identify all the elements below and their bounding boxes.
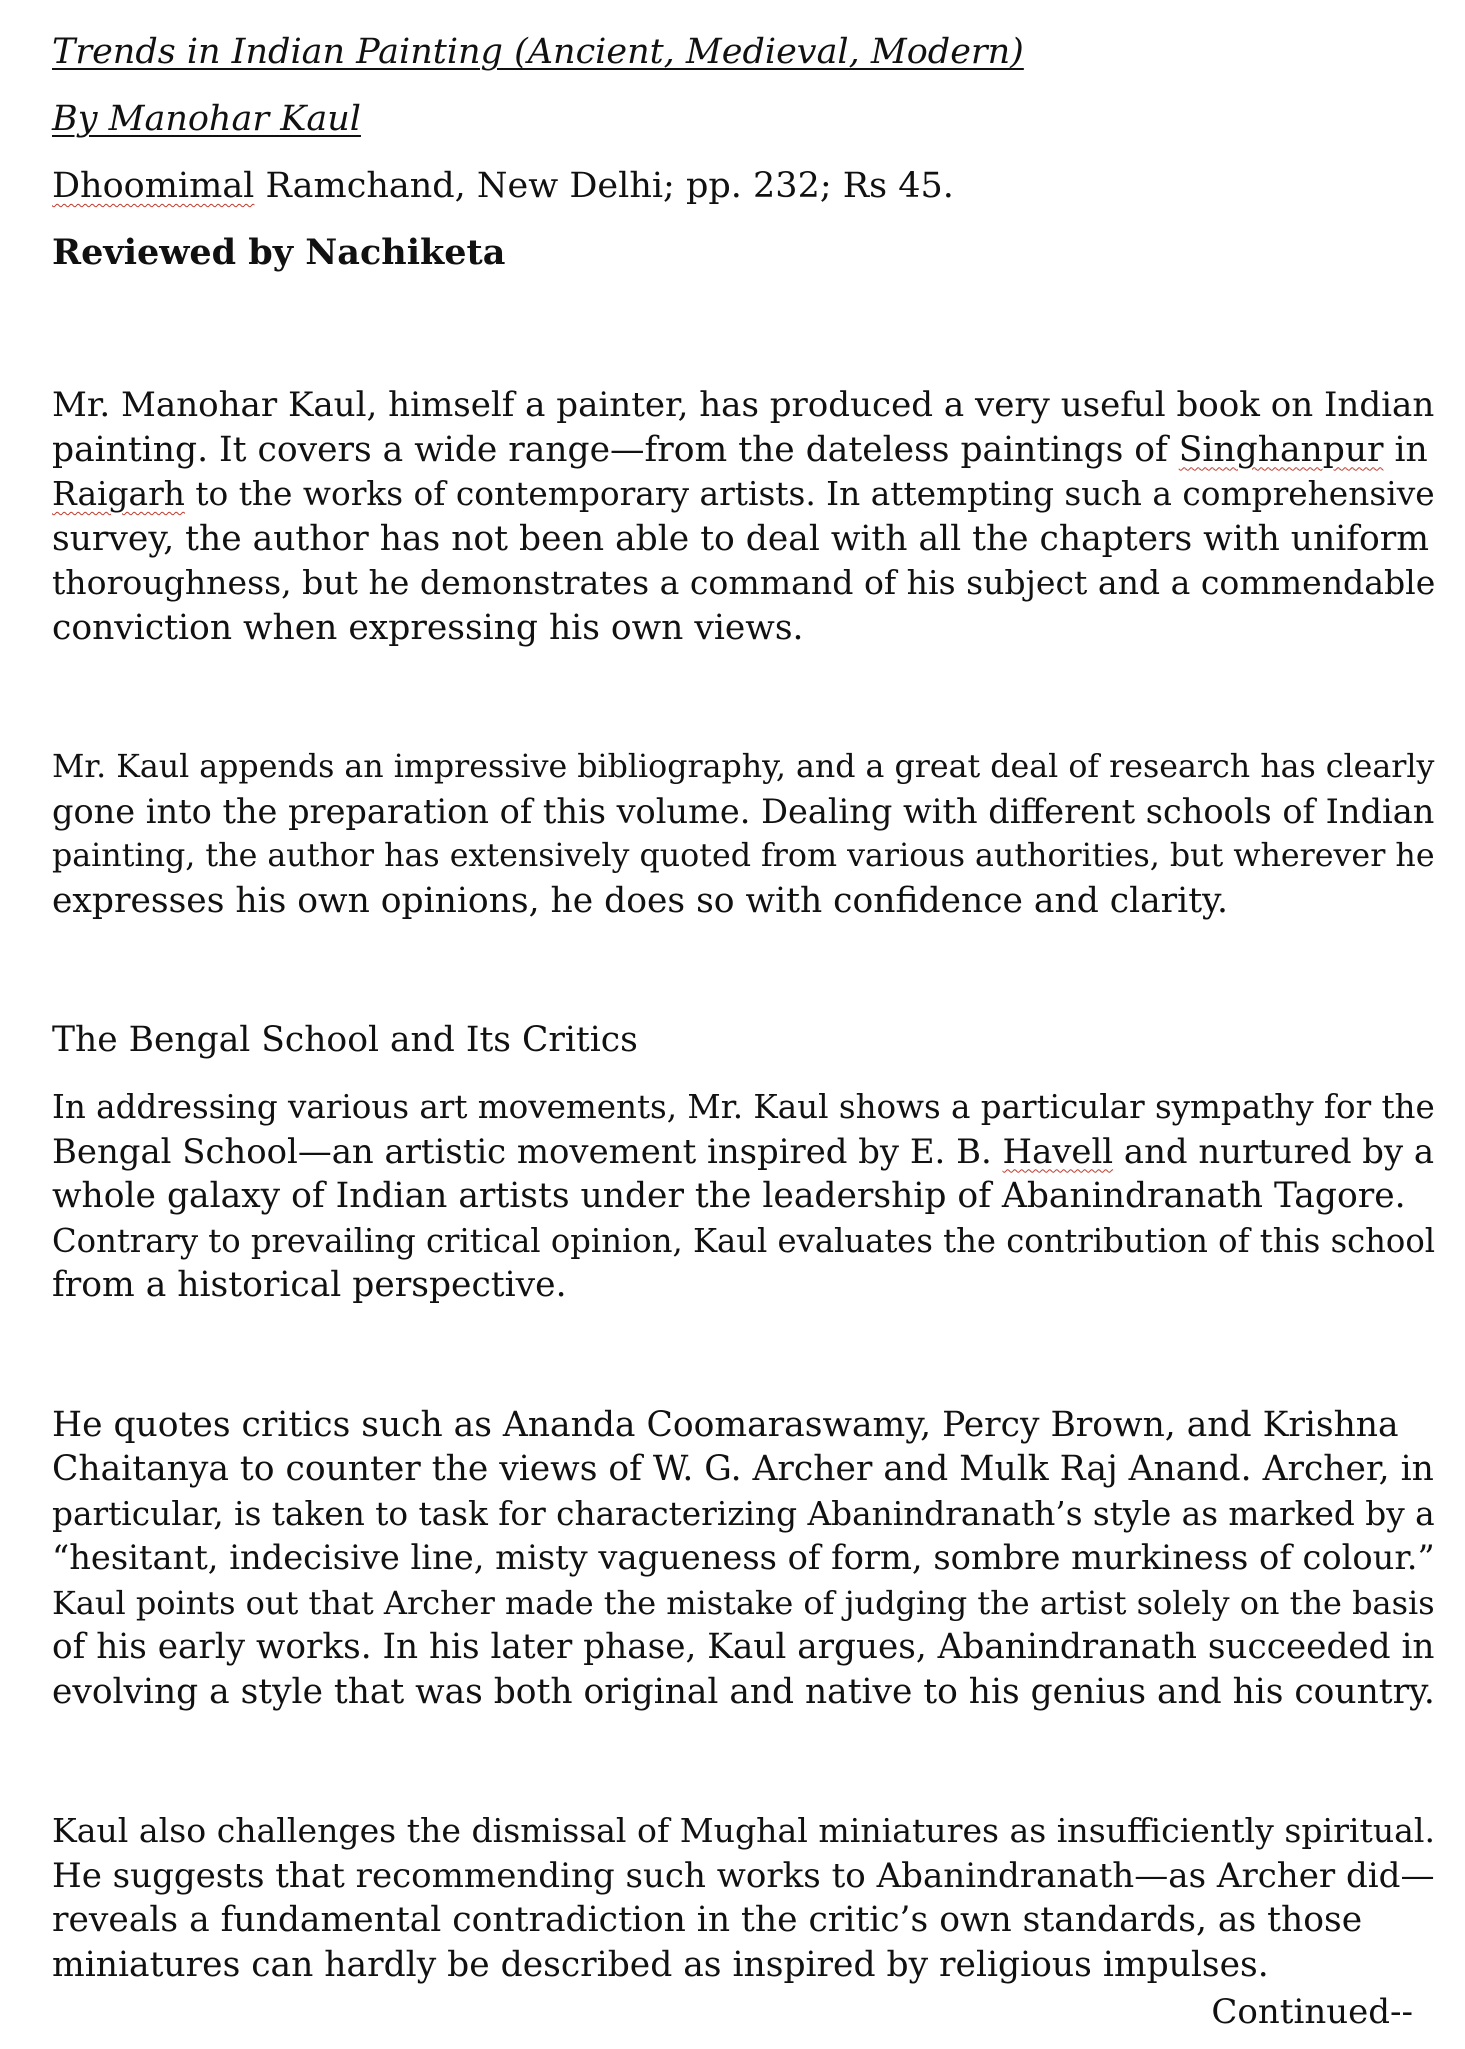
paragraph-1-line-4: survey, the author has not been able to deal with all the chapters with uniform (52, 518, 1430, 559)
paragraph-4 (52, 1403, 1435, 1715)
section-heading: The Bengal School and Its Critics (52, 1020, 638, 1060)
text-segment: to the works of contemporary artists. In attempting such a comprehensive (184, 475, 1435, 513)
spacer (52, 650, 1432, 745)
book-title: Trends in Indian Painting (Ancient, Medieval, Modern) (52, 32, 1024, 72)
paragraph-4-line-2: Chaitanya to counter the views of W. G. Archer and Mulk Raj Anand. Archer, in (52, 1449, 1434, 1489)
spacer (52, 1714, 1432, 1809)
paragraph-5-line-4: miniatures can hardly be described as inspired by religious impulses. (52, 1944, 1269, 1985)
paragraph-1-line-1: Mr. Manohar Kaul, himself a painter, has produced a very useful book on Indian (52, 385, 1435, 425)
reviewer-line: Reviewed by Nachiketa (52, 232, 506, 273)
paragraph-5-line-2: He suggests that recommending such works to Abanindranath—as Archer did— (52, 1855, 1435, 1896)
paragraph-2-line-2: gone into the preparation of this volume. Dealing with different schools of Indian (52, 791, 1435, 831)
paragraph-3-line-1: In addressing various art movements, Mr. Kaul shows a particular sympathy for the (52, 1088, 1435, 1126)
publisher-details: Ramchand, New Delhi; pp. 232; Rs 45. (254, 166, 954, 206)
paragraph-4-line-3: particular, is taken to task for characterizing Abanindranath’s style as marked by a (52, 1494, 1435, 1533)
paragraph-4-line-1: He quotes critics such as Ananda Coomaraswamy, Percy Brown, and Krishna (52, 1404, 1399, 1445)
paragraph-3-line-5: from a historical perspective. (52, 1265, 567, 1305)
paragraph-4-line-5: Kaul points out that Archer made the mistake of judging the artist solely on the basis (52, 1583, 1435, 1622)
paragraph-4-line-7: evolving a style that was both original and native to his genius and his country. (52, 1671, 1435, 1712)
continued-label: Continued-- (1211, 1992, 1413, 2032)
paragraph-5 (52, 1809, 1435, 1987)
paragraph-4-line-6: of his early works. In his later phase, Kaul argues, Abanindranath succeeded in (52, 1627, 1435, 1667)
paragraph-1 (52, 383, 1436, 650)
name-havell: Havell (1002, 1131, 1114, 1171)
paragraph-2-line-4: expresses his own opinions, he does so with confidence and clarity. (52, 880, 1228, 921)
paragraph-2-line-3: painting, the author has extensively quoted from various authorities, but wherever he (52, 838, 1435, 874)
paragraph-3 (52, 1085, 1436, 1308)
text-segment: painting. It covers a wide range—from the dateless paintings of (52, 429, 1179, 470)
spacer (52, 298, 1432, 383)
publisher-name: Dhoomimal (52, 166, 255, 206)
paragraph-3-line-3: whole galaxy of Indian artists under the leadership of Abanindranath Tagore. (52, 1176, 1406, 1216)
spacer (52, 923, 1432, 1018)
paragraph-1-line-3 (52, 472, 1435, 517)
place-singhanpur: Singhanpur (1178, 429, 1384, 470)
text-segment: in (1383, 429, 1428, 470)
text-segment: Bengal School—an artistic movement inspired by E. B. (52, 1131, 1003, 1171)
paragraph-4-line-4: “hesitant, indecisive line, misty vagueness of form, sombre murkiness of colour.” (52, 1538, 1435, 1577)
paragraph-2-line-1: Mr. Kaul appends an impressive bibliography, and a great deal of research has clearly (52, 749, 1435, 785)
book-author: By Manohar Kaul (52, 99, 361, 139)
paragraph-3-line-4: Contrary to prevailing critical opinion, Kaul evaluates the contribution of this school (52, 1221, 1436, 1260)
document-page (52, 30, 1436, 1987)
place-raigarh: Raigarh (52, 475, 185, 513)
paragraph-1-line-6: conviction when expressing his own views. (52, 607, 804, 648)
paragraph-3-line-2 (52, 1130, 1435, 1175)
paragraph-5-line-3: reveals a fundamental contradiction in the critic’s own standards, as those (52, 1900, 1363, 1940)
spacer (52, 1308, 1432, 1403)
paragraph-5-line-1: Kaul also challenges the dismissal of Mughal miniatures as insufficiently spiritual. (52, 1811, 1435, 1850)
publisher-line (52, 164, 1432, 208)
text-segment: and nurtured by a (1113, 1131, 1435, 1171)
paragraph-2 (52, 745, 1435, 923)
paragraph-1-line-2 (52, 428, 1432, 473)
paragraph-1-line-5: thoroughness, but he demonstrates a command of his subject and a commendable (52, 563, 1436, 602)
